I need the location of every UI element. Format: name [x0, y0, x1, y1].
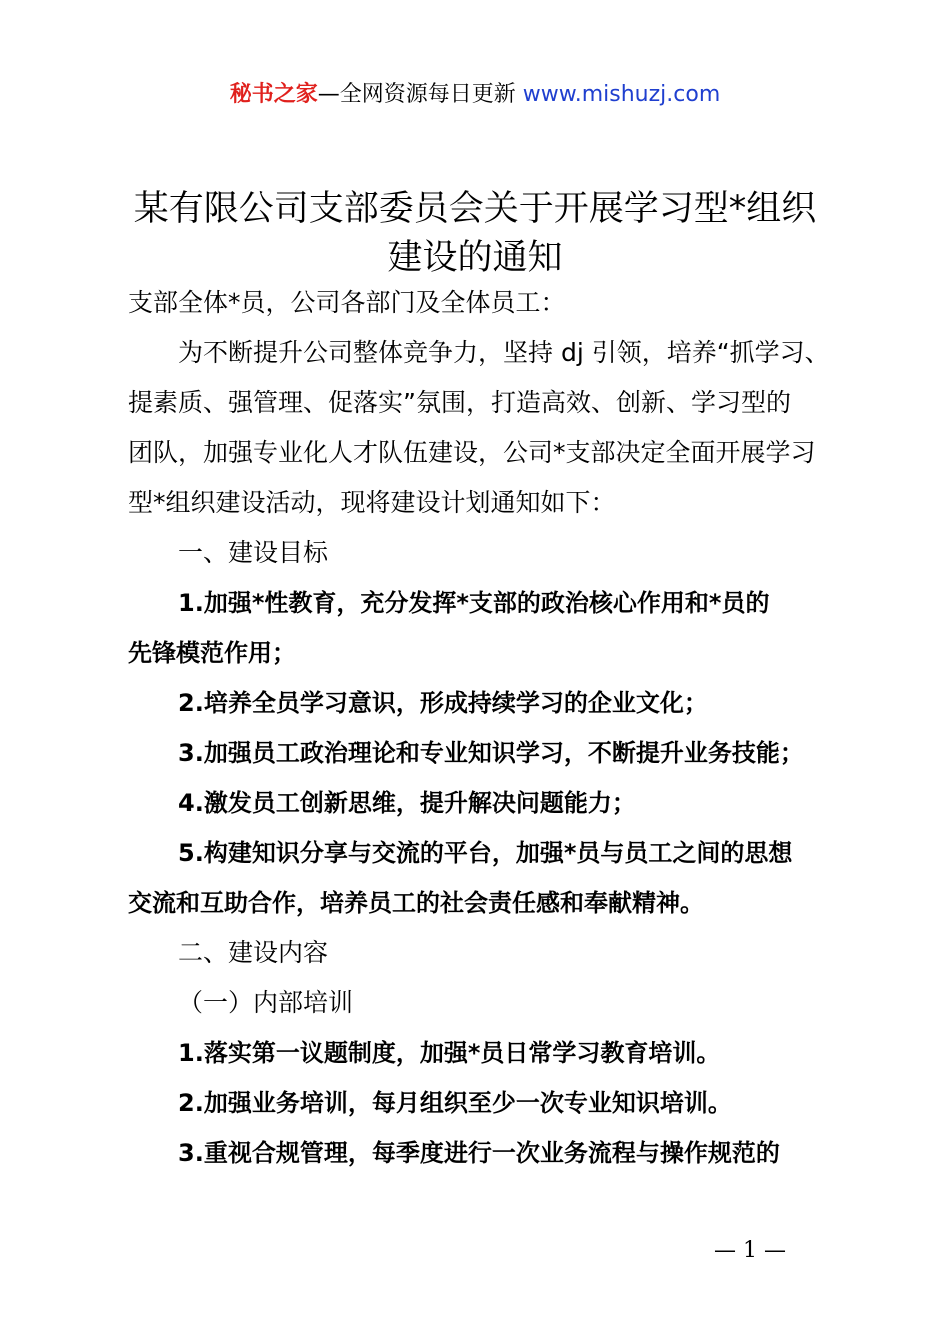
training-item: 2.加强业务培训，每月组织至少一次专业知识培训。 [178, 1089, 732, 1117]
goal-item: 4.激发员工创新思维，提升解决问题能力； [178, 789, 636, 817]
document-title-line-2: 建设的通知 [387, 238, 563, 278]
intro-line: 提素质、强管理、促落实”氛围，打造高效、创新、学习型的 [128, 388, 791, 417]
intro-line: 团队，加强专业化人才队伍建设，公司*支部决定全面开展学习 [128, 438, 816, 467]
site-url[interactable]: www.mishuzj.com [522, 82, 721, 107]
goal-item-continued: 先锋模范作用； [128, 639, 296, 667]
section-heading-goals: 一、建设目标 [178, 538, 329, 567]
section-heading-content: 二、建设内容 [178, 938, 329, 967]
goal-item: 2.培养全员学习意识，形成持续学习的企业文化； [178, 689, 708, 717]
site-header [0, 80, 950, 110]
goal-item-continued: 交流和互助合作，培养员工的社会责任感和奉献精神。 [128, 889, 704, 917]
goal-item: 3.加强员工政治理论和专业知识学习，不断提升业务技能； [178, 739, 804, 767]
page-number: — 1 — [714, 1238, 786, 1263]
intro-line: 型*组织建设活动，现将建设计划通知如下： [128, 488, 616, 517]
intro-line: 为不断提升公司整体竞争力，坚持 dj 引领，培养“抓学习、 [178, 338, 830, 367]
salutation: 支部全体*员，公司各部门及全体员工： [128, 288, 566, 317]
goal-item: 5.构建知识分享与交流的平台，加强*员与员工之间的思想 [178, 839, 793, 867]
training-item: 3.重视合规管理，每季度进行一次业务流程与操作规范的 [178, 1139, 780, 1167]
document-title-line-1: 某有限公司支部委员会关于开展学习型*组织 [133, 189, 817, 229]
subsection-heading-training: （一）内部培训 [178, 988, 354, 1017]
goal-item: 1.加强*性教育，充分发挥*支部的政治核心作用和*员的 [178, 589, 770, 617]
site-brand: 秘书之家 [229, 82, 318, 107]
site-slogan: —全网资源每日更新 [317, 82, 523, 107]
document-body [128, 278, 848, 1178]
training-item: 1.落实第一议题制度，加强*员日常学习教育培训。 [178, 1039, 721, 1067]
